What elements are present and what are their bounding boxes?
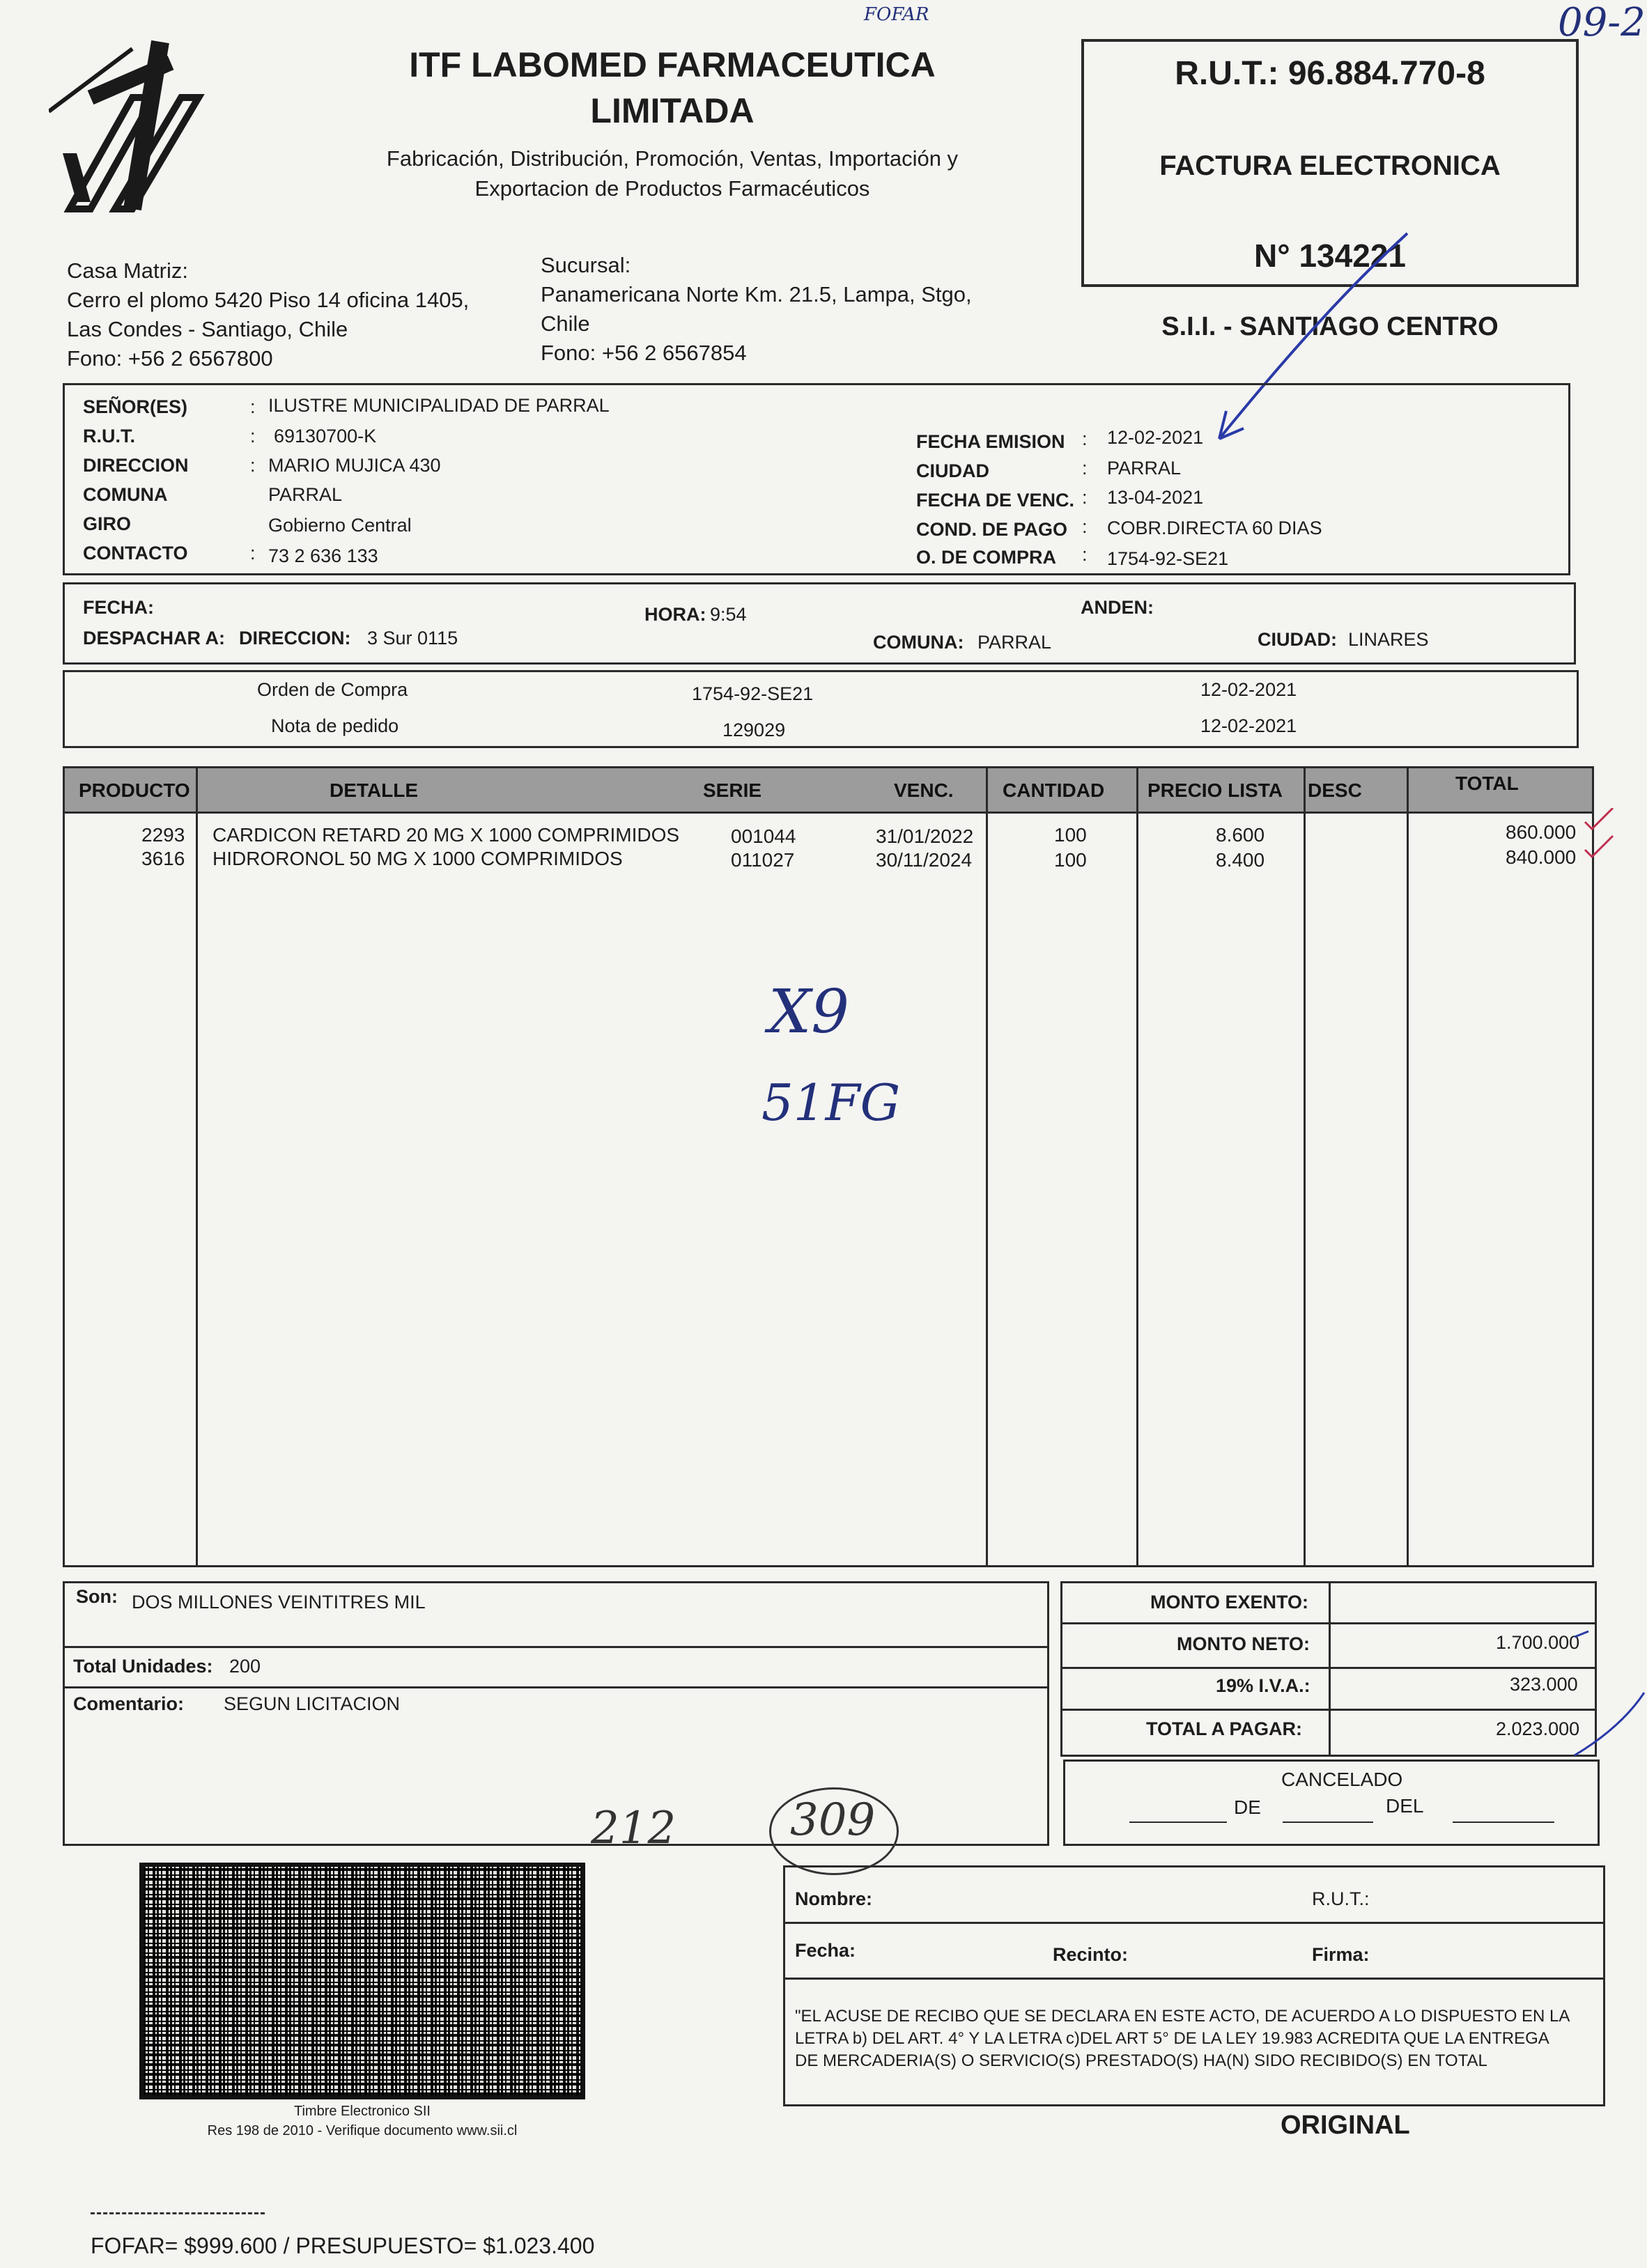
cust-label-5: CONTACTO: [83, 543, 188, 564]
cust-rsep-0: :: [1082, 428, 1088, 449]
receipt-box: [783, 1865, 1605, 2106]
invoice-number: N° 134221: [1254, 238, 1406, 274]
receipt-rut: R.U.T.:: [1312, 1888, 1370, 1909]
casa-line2: Las Condes - Santiago, Chile: [67, 317, 348, 341]
row1-serie: 011027: [731, 849, 795, 871]
timbre-barcode: [139, 1863, 585, 2099]
cancelado-box: [1063, 1760, 1600, 1846]
th-serie: SERIE: [703, 779, 762, 801]
footer-budget-note: FOFAR= $999.600 / PRESUPUESTO= $1.023.400: [91, 2233, 595, 2258]
legal-line3: DE MERCADERIA(S) O SERVICIO(S) PRESTADO(S) HA(N) SIDO RECIBIDO(S) EN TOTAL: [795, 2051, 1487, 2070]
customer-name: ILUSTRE MUNICIPALIDAD DE PARRAL: [268, 395, 610, 416]
legal-line2: LETRA b) DEL ART. 4° Y LA LETRA c)DEL ART 5° DE LA LEY 19.983 ACREDITA QUE LA ENTREGA: [795, 2029, 1549, 2048]
hand-number-309: 309: [790, 1794, 876, 1846]
company-name: [327, 42, 1017, 134]
cust-rlabel-1: CIUDAD: [916, 460, 989, 481]
amount-words-box: [63, 1581, 1049, 1846]
sucursal-line2: Chile: [541, 311, 590, 336]
cust-rsep-3: :: [1082, 516, 1088, 537]
sucursal-line3: Fono: +56 2 6567854: [541, 341, 747, 365]
th-producto: PRODUCTO: [79, 779, 190, 801]
customer-rut: 69130700-K: [274, 426, 377, 446]
products-table: [63, 766, 1594, 1567]
cust-label-4: GIRO: [83, 513, 132, 534]
company-name-line1: ITF LABOMED FARMACEUTICA: [409, 45, 936, 84]
hand-number-212: 212: [591, 1803, 676, 1854]
top-scribble: FOFAR: [864, 4, 929, 25]
units-value: 200: [229, 1656, 261, 1677]
cust-label-3: COMUNA: [83, 484, 168, 505]
sucursal-line1: Panamericana Norte Km. 21.5, Lampa, Stgo,: [541, 282, 972, 306]
comment-value: SEGUN LICITACION: [224, 1693, 401, 1714]
cust-sep-2: :: [250, 455, 256, 476]
dispatch-box: [63, 582, 1576, 665]
tagline-line1: Fabricación, Distribución, Promoción, Ventas, Importación y: [386, 146, 959, 171]
emission-date: 12-02-2021: [1107, 427, 1204, 448]
col-divider: [986, 768, 988, 1565]
customer-info-box: [63, 383, 1570, 575]
payment-terms: COBR.DIRECTA 60 DIAS: [1107, 518, 1322, 538]
divider: [65, 1646, 1047, 1648]
cust-rlabel-0: FECHA EMISION: [916, 431, 1065, 452]
dispatch-hora-label: HORA:: [644, 604, 706, 625]
row1-precio: 8.400: [1216, 849, 1265, 871]
sucursal-title: Sucursal:: [541, 253, 631, 277]
row1-detalle: HIDRORONOL 50 MG X 1000 COMPRIMIDOS: [212, 848, 623, 869]
purchase-order: 1754-92-SE21: [1107, 548, 1229, 569]
cust-rlabel-4: O. DE COMPRA: [916, 547, 1057, 568]
dispatch-anden-label: ANDEN:: [1081, 597, 1154, 618]
col-divider: [1407, 768, 1409, 1565]
cancelado-title: CANCELADO: [1281, 1769, 1403, 1790]
table-header: [65, 768, 1592, 814]
timbre-line2: Res 198 de 2010 - Verifique documento www.sii.cl: [207, 2123, 518, 2138]
row0-serie: 001044: [731, 825, 796, 847]
customer-contact: 73 2 636 133: [268, 545, 378, 566]
ref-number-0: 1754-92-SE21: [692, 683, 814, 704]
cust-value-0: [250, 395, 610, 417]
th-venc: VENC.: [894, 779, 954, 801]
cust-label-1: R.U.T.: [83, 426, 136, 446]
row1-total: 840.000: [1506, 846, 1577, 868]
total-label-1: MONTO NETO:: [1177, 1633, 1310, 1654]
row0-detalle: CARDICON RETARD 20 MG X 1000 COMPRIMIDOS: [212, 824, 680, 846]
sii-office: S.I.I. - SANTIAGO CENTRO: [1161, 312, 1499, 341]
totals-box: [1060, 1581, 1597, 1757]
dispatch-comuna-value: PARRAL: [977, 632, 1052, 653]
col-divider: [196, 768, 198, 1565]
pen-mark-icon: [1568, 1623, 1647, 1762]
casa-matriz: [67, 256, 469, 373]
dispatch-ciudad-value: LINARES: [1348, 629, 1429, 650]
blank-line: [1283, 1822, 1373, 1823]
company-tagline: [327, 143, 1017, 203]
receipt-fecha: Fecha:: [795, 1940, 856, 1961]
dispatch-fecha-label: FECHA:: [83, 597, 154, 618]
receipt-firma: Firma:: [1312, 1944, 1370, 1965]
references-box: [63, 670, 1579, 748]
divider: [1062, 1667, 1595, 1669]
cust-label-2: DIRECCION: [83, 455, 189, 476]
th-desc: DESC: [1308, 779, 1362, 801]
ref-number-1: 129029: [722, 720, 786, 740]
ciudad-value: PARRAL: [1107, 458, 1182, 479]
th-detalle: DETALLE: [330, 779, 419, 801]
blank-line: [1129, 1822, 1227, 1823]
total-label-3: TOTAL A PAGAR:: [1146, 1718, 1302, 1739]
son-value: DOS MILLONES VEINTITRES MIL: [132, 1592, 426, 1613]
units-label: Total Unidades:: [73, 1656, 213, 1677]
receipt-recinto: Recinto:: [1053, 1944, 1128, 1965]
divider: [65, 1686, 1047, 1688]
row1-cantidad: 100: [1054, 849, 1087, 871]
row0-total: 860.000: [1506, 821, 1577, 843]
company-name-line2: LIMITADA: [590, 91, 755, 130]
th-precio: PRECIO LISTA: [1147, 779, 1283, 801]
total-label-0: MONTO EXENTO:: [1150, 1592, 1309, 1613]
dispatch-comuna-label: COMUNA:: [873, 632, 964, 653]
timbre-line1: Timbre Electronico SII: [294, 2104, 431, 2119]
cust-rlabel-2: FECHA DE VENC.: [916, 490, 1075, 511]
dispatch-ciudad-label: CIUDAD:: [1258, 629, 1337, 650]
check-tick-icon: [1582, 808, 1623, 864]
blank-line: [1453, 1822, 1554, 1823]
customer-comuna: PARRAL: [268, 484, 343, 505]
ref-label-1: Nota de pedido: [271, 715, 399, 736]
col-divider: [1304, 768, 1306, 1565]
hand-note-1: X9: [768, 977, 849, 1047]
th-cantidad: CANTIDAD: [1003, 779, 1105, 801]
ref-date-1: 12-02-2021: [1200, 715, 1297, 736]
divider: [785, 1922, 1603, 1924]
cust-sep-5: :: [250, 543, 256, 564]
document-type: FACTURA ELECTRONICA: [1159, 150, 1501, 181]
cancelado-de: DE: [1234, 1796, 1261, 1818]
cust-label-0: SEÑOR(ES): [83, 396, 188, 417]
legal-line1: "EL ACUSE DE RECIBO QUE SE DECLARA EN ESTE ACTO, DE ACUERDO A LO DISPUESTO EN LA: [795, 2007, 1570, 2026]
customer-giro: Gobierno Central: [268, 515, 412, 536]
divider: [1062, 1622, 1595, 1624]
cust-rsep-1: :: [1082, 458, 1088, 479]
cust-sep-0: :: [250, 396, 256, 417]
cust-rsep-4: :: [1082, 544, 1088, 565]
row0-cantidad: 100: [1054, 824, 1087, 846]
company-logo: [49, 35, 216, 230]
casa-line1: Cerro el plomo 5420 Piso 14 oficina 1405,: [67, 288, 470, 312]
row0-precio: 8.600: [1216, 824, 1265, 846]
row1-venc: 30/11/2024: [876, 849, 973, 871]
original-label: ORIGINAL: [1281, 2111, 1410, 2140]
due-date: 13-04-2021: [1107, 487, 1204, 508]
receipt-nombre: Nombre:: [795, 1888, 873, 1909]
casa-title: Casa Matriz:: [67, 258, 188, 283]
cust-sep-1: :: [250, 426, 256, 446]
row0-venc: 31/01/2022: [876, 825, 974, 847]
total-value-2: 323.000: [1510, 1674, 1578, 1695]
tagline-line2: Exportacion de Productos Farmacéuticos: [474, 176, 870, 201]
customer-address: MARIO MUJICA 430: [268, 455, 441, 476]
divider: [785, 1978, 1603, 1980]
dashed-line: [91, 2212, 265, 2216]
total-label-2: 19% I.V.A.:: [1216, 1675, 1310, 1696]
sucursal: [541, 251, 972, 368]
total-value-1: 1.700.000: [1496, 1632, 1580, 1653]
issuer-rut: R.U.T.: 96.884.770-8: [1175, 55, 1485, 92]
hand-note-2: 51FG: [761, 1073, 901, 1132]
dispatch-despachar-label: DESPACHAR A:: [83, 628, 226, 648]
th-total: TOTAL: [1455, 772, 1519, 794]
cancelado-del: DEL: [1386, 1795, 1424, 1817]
comment-label: Comentario:: [73, 1693, 185, 1714]
casa-line3: Fono: +56 2 6567800: [67, 346, 273, 371]
dispatch-direccion-label: DIRECCION:: [239, 628, 351, 648]
dispatch-hora-value: 9:54: [710, 604, 747, 625]
ref-date-0: 12-02-2021: [1200, 679, 1297, 700]
cust-rsep-2: :: [1082, 487, 1088, 508]
row1-producto: 3616: [141, 848, 185, 869]
son-label: Son:: [76, 1586, 118, 1607]
cust-rlabel-3: COND. DE PAGO: [916, 519, 1068, 540]
ref-label-0: Orden de Compra: [257, 679, 408, 700]
col-divider: [1136, 768, 1138, 1565]
dispatch-direccion-value: 3 Sur 0115: [367, 628, 458, 648]
row0-producto: 2293: [141, 824, 185, 846]
corner-note: 09-2: [1558, 0, 1646, 45]
divider: [1062, 1709, 1595, 1711]
totals-divider: [1329, 1583, 1331, 1755]
total-value-3: 2.023.000: [1496, 1718, 1580, 1739]
